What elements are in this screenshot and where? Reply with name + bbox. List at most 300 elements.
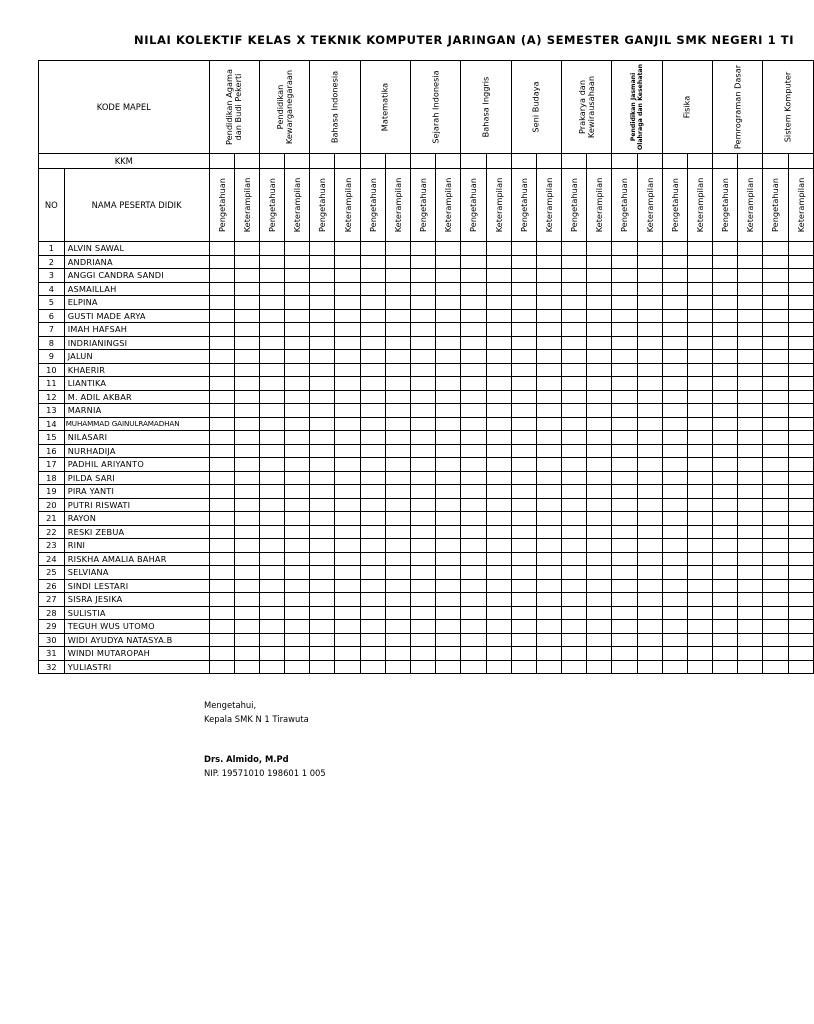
grade-cell[interactable]: [259, 296, 284, 310]
grade-cell[interactable]: [536, 390, 561, 404]
grade-cell[interactable]: [285, 485, 310, 499]
grade-cell[interactable]: [587, 404, 612, 418]
grade-cell[interactable]: [436, 633, 461, 647]
grade-cell[interactable]: [310, 660, 335, 674]
grade-cell[interactable]: [461, 633, 486, 647]
grade-cell[interactable]: [461, 282, 486, 296]
grade-cell[interactable]: [486, 431, 511, 445]
grade-cell[interactable]: [713, 606, 738, 620]
grade-cell[interactable]: [486, 566, 511, 580]
grade-cell[interactable]: [587, 363, 612, 377]
grade-cell[interactable]: [662, 620, 687, 634]
grade-cell[interactable]: [713, 431, 738, 445]
grade-cell[interactable]: [687, 593, 712, 607]
grade-cell[interactable]: [461, 512, 486, 526]
grade-cell[interactable]: [209, 647, 234, 661]
grade-cell[interactable]: [234, 323, 259, 337]
grade-cell[interactable]: [587, 471, 612, 485]
grade-cell[interactable]: [285, 525, 310, 539]
grade-cell[interactable]: [587, 485, 612, 499]
grade-cell[interactable]: [285, 512, 310, 526]
grade-cell[interactable]: [536, 431, 561, 445]
grade-cell[interactable]: [713, 485, 738, 499]
grade-cell[interactable]: [461, 350, 486, 364]
grade-cell[interactable]: [209, 417, 234, 431]
grade-cell[interactable]: [209, 269, 234, 283]
grade-cell[interactable]: [637, 552, 662, 566]
grade-cell[interactable]: [310, 485, 335, 499]
grade-cell[interactable]: [687, 404, 712, 418]
grade-cell[interactable]: [285, 377, 310, 391]
grade-cell[interactable]: [410, 647, 435, 661]
grade-cell[interactable]: [587, 350, 612, 364]
grade-cell[interactable]: [310, 620, 335, 634]
grade-cell[interactable]: [662, 336, 687, 350]
grade-cell[interactable]: [612, 647, 637, 661]
grade-cell[interactable]: [788, 633, 813, 647]
grade-cell[interactable]: [612, 566, 637, 580]
grade-cell[interactable]: [410, 255, 435, 269]
grade-cell[interactable]: [637, 620, 662, 634]
grade-cell[interactable]: [788, 593, 813, 607]
grade-cell[interactable]: [310, 269, 335, 283]
grade-cell[interactable]: [234, 525, 259, 539]
grade-cell[interactable]: [259, 633, 284, 647]
grade-cell[interactable]: [385, 336, 410, 350]
grade-cell[interactable]: [285, 606, 310, 620]
grade-cell[interactable]: [637, 525, 662, 539]
grade-cell[interactable]: [461, 539, 486, 553]
grade-cell[interactable]: [612, 512, 637, 526]
grade-cell[interactable]: [209, 242, 234, 256]
grade-cell[interactable]: [587, 323, 612, 337]
grade-cell[interactable]: [285, 593, 310, 607]
grade-cell[interactable]: [461, 566, 486, 580]
grade-cell[interactable]: [511, 498, 536, 512]
grade-cell[interactable]: [209, 350, 234, 364]
grade-cell[interactable]: [713, 309, 738, 323]
grade-cell[interactable]: [511, 255, 536, 269]
grade-cell[interactable]: [637, 512, 662, 526]
grade-cell[interactable]: [360, 539, 385, 553]
grade-cell[interactable]: [461, 417, 486, 431]
grade-cell[interactable]: [335, 498, 360, 512]
grade-cell[interactable]: [536, 539, 561, 553]
grade-cell[interactable]: [410, 485, 435, 499]
grade-cell[interactable]: [385, 242, 410, 256]
grade-cell[interactable]: [259, 660, 284, 674]
kkm-cell[interactable]: [738, 154, 763, 169]
grade-cell[interactable]: [360, 296, 385, 310]
grade-cell[interactable]: [687, 336, 712, 350]
grade-cell[interactable]: [637, 566, 662, 580]
grade-cell[interactable]: [410, 593, 435, 607]
grade-cell[interactable]: [511, 485, 536, 499]
grade-cell[interactable]: [788, 363, 813, 377]
grade-cell[interactable]: [637, 579, 662, 593]
grade-cell[interactable]: [436, 647, 461, 661]
grade-cell[interactable]: [486, 485, 511, 499]
grade-cell[interactable]: [763, 269, 788, 283]
grade-cell[interactable]: [788, 404, 813, 418]
grade-cell[interactable]: [587, 539, 612, 553]
grade-cell[interactable]: [788, 431, 813, 445]
grade-cell[interactable]: [486, 579, 511, 593]
grade-cell[interactable]: [285, 269, 310, 283]
grade-cell[interactable]: [587, 417, 612, 431]
grade-cell[interactable]: [385, 552, 410, 566]
grade-cell[interactable]: [285, 242, 310, 256]
grade-cell[interactable]: [536, 606, 561, 620]
grade-cell[interactable]: [662, 431, 687, 445]
kkm-cell[interactable]: [587, 154, 612, 169]
grade-cell[interactable]: [461, 336, 486, 350]
grade-cell[interactable]: [335, 593, 360, 607]
grade-cell[interactable]: [687, 485, 712, 499]
grade-cell[interactable]: [259, 242, 284, 256]
grade-cell[interactable]: [788, 417, 813, 431]
grade-cell[interactable]: [562, 309, 587, 323]
grade-cell[interactable]: [234, 282, 259, 296]
grade-cell[interactable]: [486, 242, 511, 256]
grade-cell[interactable]: [562, 363, 587, 377]
grade-cell[interactable]: [360, 336, 385, 350]
grade-cell[interactable]: [486, 620, 511, 634]
kkm-cell[interactable]: [285, 154, 310, 169]
grade-cell[interactable]: [763, 579, 788, 593]
grade-cell[interactable]: [461, 255, 486, 269]
grade-cell[interactable]: [662, 512, 687, 526]
grade-cell[interactable]: [612, 552, 637, 566]
grade-cell[interactable]: [562, 350, 587, 364]
grade-cell[interactable]: [738, 282, 763, 296]
grade-cell[interactable]: [385, 539, 410, 553]
grade-cell[interactable]: [763, 620, 788, 634]
grade-cell[interactable]: [637, 593, 662, 607]
grade-cell[interactable]: [285, 444, 310, 458]
grade-cell[interactable]: [612, 350, 637, 364]
grade-cell[interactable]: [738, 269, 763, 283]
grade-cell[interactable]: [562, 282, 587, 296]
grade-cell[interactable]: [687, 539, 712, 553]
grade-cell[interactable]: [310, 242, 335, 256]
grade-cell[interactable]: [713, 363, 738, 377]
grade-cell[interactable]: [587, 269, 612, 283]
grade-cell[interactable]: [637, 647, 662, 661]
grade-cell[interactable]: [662, 471, 687, 485]
grade-cell[interactable]: [763, 336, 788, 350]
grade-cell[interactable]: [385, 566, 410, 580]
kkm-cell[interactable]: [788, 154, 813, 169]
grade-cell[interactable]: [637, 350, 662, 364]
grade-cell[interactable]: [536, 660, 561, 674]
grade-cell[interactable]: [436, 606, 461, 620]
grade-cell[interactable]: [536, 579, 561, 593]
grade-cell[interactable]: [310, 606, 335, 620]
grade-cell[interactable]: [385, 309, 410, 323]
grade-cell[interactable]: [360, 282, 385, 296]
grade-cell[interactable]: [788, 377, 813, 391]
grade-cell[interactable]: [687, 512, 712, 526]
grade-cell[interactable]: [763, 458, 788, 472]
grade-cell[interactable]: [335, 350, 360, 364]
grade-cell[interactable]: [259, 593, 284, 607]
grade-cell[interactable]: [234, 647, 259, 661]
grade-cell[interactable]: [562, 647, 587, 661]
grade-cell[interactable]: [335, 309, 360, 323]
grade-cell[interactable]: [461, 444, 486, 458]
grade-cell[interactable]: [310, 552, 335, 566]
grade-cell[interactable]: [461, 552, 486, 566]
grade-cell[interactable]: [738, 417, 763, 431]
grade-cell[interactable]: [335, 579, 360, 593]
grade-cell[interactable]: [310, 579, 335, 593]
grade-cell[interactable]: [687, 525, 712, 539]
grade-cell[interactable]: [713, 633, 738, 647]
grade-cell[interactable]: [209, 539, 234, 553]
grade-cell[interactable]: [234, 296, 259, 310]
grade-cell[interactable]: [687, 633, 712, 647]
grade-cell[interactable]: [511, 323, 536, 337]
grade-cell[interactable]: [763, 282, 788, 296]
grade-cell[interactable]: [763, 309, 788, 323]
grade-cell[interactable]: [536, 242, 561, 256]
grade-cell[interactable]: [687, 242, 712, 256]
grade-cell[interactable]: [259, 539, 284, 553]
grade-cell[interactable]: [687, 377, 712, 391]
grade-cell[interactable]: [285, 282, 310, 296]
grade-cell[interactable]: [285, 647, 310, 661]
grade-cell[interactable]: [385, 660, 410, 674]
grade-cell[interactable]: [486, 323, 511, 337]
grade-cell[interactable]: [436, 620, 461, 634]
grade-cell[interactable]: [234, 404, 259, 418]
grade-cell[interactable]: [486, 390, 511, 404]
grade-cell[interactable]: [360, 390, 385, 404]
grade-cell[interactable]: [738, 647, 763, 661]
grade-cell[interactable]: [738, 309, 763, 323]
grade-cell[interactable]: [259, 417, 284, 431]
grade-cell[interactable]: [662, 579, 687, 593]
grade-cell[interactable]: [436, 309, 461, 323]
grade-cell[interactable]: [360, 566, 385, 580]
grade-cell[interactable]: [259, 444, 284, 458]
grade-cell[interactable]: [562, 444, 587, 458]
grade-cell[interactable]: [637, 660, 662, 674]
grade-cell[interactable]: [436, 269, 461, 283]
grade-cell[interactable]: [285, 255, 310, 269]
grade-cell[interactable]: [662, 363, 687, 377]
grade-cell[interactable]: [687, 647, 712, 661]
grade-cell[interactable]: [738, 512, 763, 526]
grade-cell[interactable]: [637, 336, 662, 350]
grade-cell[interactable]: [486, 647, 511, 661]
grade-cell[interactable]: [385, 377, 410, 391]
grade-cell[interactable]: [763, 471, 788, 485]
grade-cell[interactable]: [285, 336, 310, 350]
grade-cell[interactable]: [763, 566, 788, 580]
grade-cell[interactable]: [335, 660, 360, 674]
grade-cell[interactable]: [662, 350, 687, 364]
kkm-cell[interactable]: [335, 154, 360, 169]
grade-cell[interactable]: [511, 390, 536, 404]
grade-cell[interactable]: [763, 606, 788, 620]
grade-cell[interactable]: [763, 296, 788, 310]
grade-cell[interactable]: [259, 512, 284, 526]
kkm-cell[interactable]: [259, 154, 284, 169]
grade-cell[interactable]: [763, 525, 788, 539]
grade-cell[interactable]: [461, 593, 486, 607]
grade-cell[interactable]: [612, 269, 637, 283]
grade-cell[interactable]: [587, 296, 612, 310]
grade-cell[interactable]: [486, 417, 511, 431]
grade-cell[interactable]: [713, 552, 738, 566]
grade-cell[interactable]: [738, 336, 763, 350]
grade-cell[interactable]: [763, 593, 788, 607]
grade-cell[interactable]: [285, 539, 310, 553]
grade-cell[interactable]: [310, 296, 335, 310]
kkm-cell[interactable]: [209, 154, 234, 169]
grade-cell[interactable]: [410, 606, 435, 620]
grade-cell[interactable]: [360, 431, 385, 445]
grade-cell[interactable]: [687, 498, 712, 512]
grade-cell[interactable]: [713, 539, 738, 553]
grade-cell[interactable]: [310, 309, 335, 323]
grade-cell[interactable]: [259, 336, 284, 350]
grade-cell[interactable]: [687, 458, 712, 472]
grade-cell[interactable]: [410, 269, 435, 283]
grade-cell[interactable]: [234, 512, 259, 526]
grade-cell[interactable]: [486, 660, 511, 674]
grade-cell[interactable]: [637, 390, 662, 404]
grade-cell[interactable]: [788, 309, 813, 323]
grade-cell[interactable]: [461, 525, 486, 539]
grade-cell[interactable]: [259, 471, 284, 485]
grade-cell[interactable]: [209, 579, 234, 593]
grade-cell[interactable]: [587, 242, 612, 256]
grade-cell[interactable]: [536, 552, 561, 566]
grade-cell[interactable]: [637, 363, 662, 377]
grade-cell[interactable]: [587, 377, 612, 391]
grade-cell[interactable]: [209, 309, 234, 323]
grade-cell[interactable]: [234, 431, 259, 445]
grade-cell[interactable]: [687, 363, 712, 377]
grade-cell[interactable]: [788, 350, 813, 364]
grade-cell[interactable]: [562, 620, 587, 634]
grade-cell[interactable]: [310, 350, 335, 364]
grade-cell[interactable]: [738, 660, 763, 674]
grade-cell[interactable]: [562, 552, 587, 566]
grade-cell[interactable]: [788, 647, 813, 661]
grade-cell[interactable]: [713, 269, 738, 283]
grade-cell[interactable]: [788, 566, 813, 580]
grade-cell[interactable]: [335, 606, 360, 620]
grade-cell[interactable]: [360, 404, 385, 418]
grade-cell[interactable]: [511, 620, 536, 634]
grade-cell[interactable]: [536, 309, 561, 323]
grade-cell[interactable]: [385, 417, 410, 431]
grade-cell[interactable]: [436, 552, 461, 566]
grade-cell[interactable]: [738, 296, 763, 310]
grade-cell[interactable]: [738, 579, 763, 593]
grade-cell[interactable]: [234, 633, 259, 647]
grade-cell[interactable]: [410, 431, 435, 445]
grade-cell[interactable]: [335, 269, 360, 283]
grade-cell[interactable]: [436, 566, 461, 580]
grade-cell[interactable]: [461, 242, 486, 256]
grade-cell[interactable]: [662, 593, 687, 607]
grade-cell[interactable]: [662, 282, 687, 296]
grade-cell[interactable]: [360, 525, 385, 539]
grade-cell[interactable]: [209, 498, 234, 512]
grade-cell[interactable]: [385, 363, 410, 377]
grade-cell[interactable]: [360, 458, 385, 472]
grade-cell[interactable]: [410, 336, 435, 350]
grade-cell[interactable]: [612, 579, 637, 593]
grade-cell[interactable]: [713, 255, 738, 269]
grade-cell[interactable]: [335, 417, 360, 431]
grade-cell[interactable]: [259, 309, 284, 323]
grade-cell[interactable]: [310, 633, 335, 647]
grade-cell[interactable]: [536, 458, 561, 472]
grade-cell[interactable]: [687, 309, 712, 323]
grade-cell[interactable]: [788, 485, 813, 499]
grade-cell[interactable]: [511, 282, 536, 296]
grade-cell[interactable]: [587, 606, 612, 620]
grade-cell[interactable]: [562, 390, 587, 404]
grade-cell[interactable]: [587, 633, 612, 647]
grade-cell[interactable]: [587, 647, 612, 661]
grade-cell[interactable]: [587, 552, 612, 566]
grade-cell[interactable]: [410, 458, 435, 472]
grade-cell[interactable]: [360, 660, 385, 674]
grade-cell[interactable]: [209, 255, 234, 269]
grade-cell[interactable]: [562, 579, 587, 593]
grade-cell[interactable]: [662, 647, 687, 661]
grade-cell[interactable]: [788, 269, 813, 283]
grade-cell[interactable]: [436, 458, 461, 472]
grade-cell[interactable]: [234, 390, 259, 404]
grade-cell[interactable]: [612, 660, 637, 674]
grade-cell[interactable]: [486, 350, 511, 364]
grade-cell[interactable]: [385, 485, 410, 499]
grade-cell[interactable]: [335, 363, 360, 377]
grade-cell[interactable]: [738, 566, 763, 580]
grade-cell[interactable]: [612, 458, 637, 472]
grade-cell[interactable]: [536, 498, 561, 512]
grade-cell[interactable]: [209, 296, 234, 310]
grade-cell[interactable]: [285, 404, 310, 418]
grade-cell[interactable]: [662, 269, 687, 283]
grade-cell[interactable]: [436, 417, 461, 431]
grade-cell[interactable]: [310, 417, 335, 431]
grade-cell[interactable]: [360, 444, 385, 458]
grade-cell[interactable]: [385, 444, 410, 458]
grade-cell[interactable]: [788, 323, 813, 337]
grade-cell[interactable]: [612, 296, 637, 310]
grade-cell[interactable]: [209, 323, 234, 337]
grade-cell[interactable]: [436, 350, 461, 364]
grade-cell[interactable]: [209, 363, 234, 377]
grade-cell[interactable]: [511, 377, 536, 391]
grade-cell[interactable]: [234, 566, 259, 580]
grade-cell[interactable]: [486, 444, 511, 458]
grade-cell[interactable]: [436, 512, 461, 526]
grade-cell[interactable]: [259, 282, 284, 296]
grade-cell[interactable]: [410, 498, 435, 512]
grade-cell[interactable]: [410, 566, 435, 580]
grade-cell[interactable]: [511, 417, 536, 431]
